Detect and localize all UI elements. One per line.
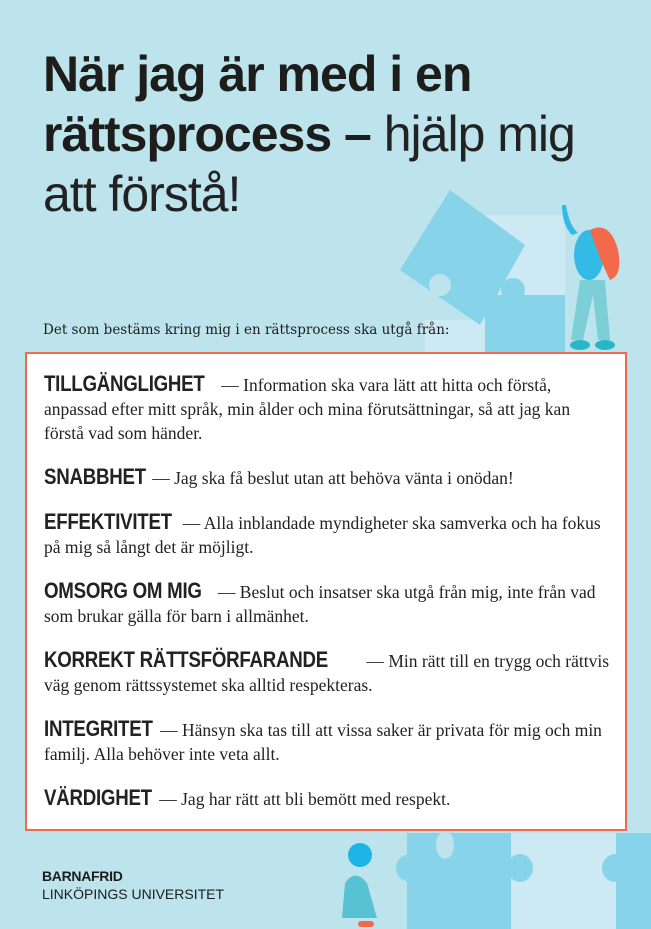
title-line-2-light: hjälp mig [370,106,575,162]
principle-item [44,648,609,697]
principle-text: — Min rätt till en trygg och rättvis väg genom rättssystemet ska alltid respekteras. [44,651,609,695]
principle-heading: VÄRDIGHET [44,785,152,810]
principle-item [44,372,609,445]
principle-text: — Hänsyn ska tas till att vissa saker är privata för mig och min familj. Alla behöver inte veta allt. [44,720,602,764]
principle-text: — Jag har rätt att bli bemött med respekt. [154,789,451,809]
barnafrid-logo [42,867,224,903]
title-line-2-bold: rättsprocess – [43,106,371,162]
title-line-1: När jag är med i en [43,46,472,102]
principle-heading: EFFEKTIVITET [44,509,172,534]
logo-line-2: LINKÖPINGS UNIVERSITET [42,886,225,902]
principle-heading: KORREKT RÄTTSFÖRFARANDE [44,647,328,672]
principle-heading: OMSORG OM MIG [44,578,202,603]
principles-box [25,352,627,831]
intro-text: Det som bestäms kring mig i en rättsprocess ska utgå från: [43,322,450,338]
principle-text: — Alla inblandade myndigheter ska samverka och ha fokus på mig så långt det är möjligt. [44,513,601,557]
principle-item [44,717,609,766]
principle-item [44,510,609,559]
principle-item [44,786,609,811]
principle-item [44,579,609,628]
principle-item [44,465,609,490]
principle-text: — Information ska vara lätt att hitta och förstå, anpassad efter mitt språk, min ålder och mina förutsättningar, så att jag kan förstå vad som händer. [44,375,571,443]
logo-line-1: BARNAFRID [42,868,123,884]
principle-heading: SNABBHET [44,464,146,489]
principle-heading: TILLGÄNGLIGHET [44,371,205,396]
principle-text: — Beslut och insatser ska utgå från mig, inte från vad som brukar gälla för barn i allmänhet. [44,582,596,626]
puzzle-child-illustration [330,833,651,929]
principle-heading: INTEGRITET [44,716,153,741]
title-line-3: att förstå! [43,166,241,222]
principle-text: — Jag ska få beslut utan att behöva vänta i onödan! [147,468,514,488]
